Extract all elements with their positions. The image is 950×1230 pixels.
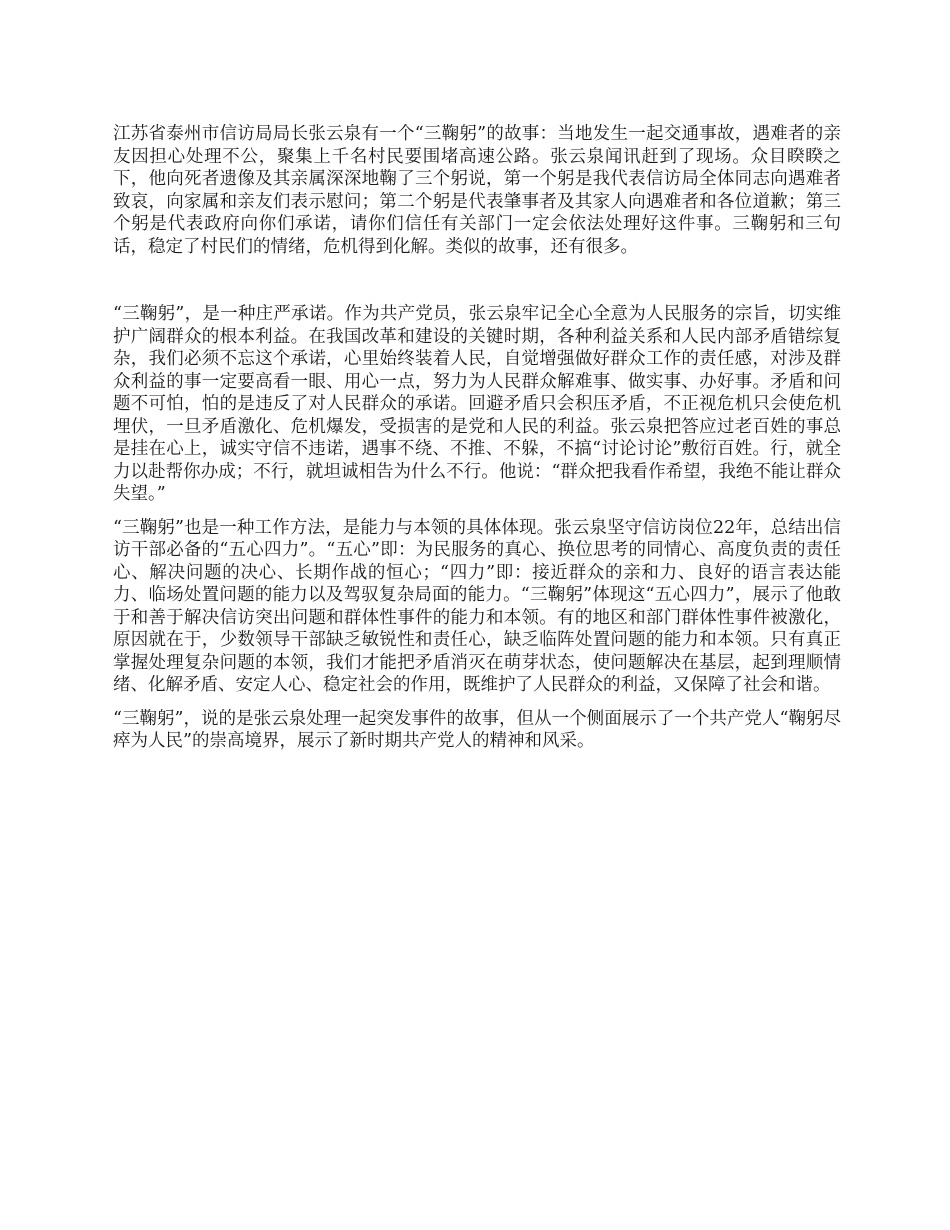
article-body [113, 123, 841, 753]
paragraph-3: “三鞠躬”也是一种工作方法，是能力与本领的具体体现。张云泉坚守信访岗位22年，总结出信访干部必备的“五心四力”。“五心”即：为民服务的真心、换位思考的同情心、高度负责的责任心、解决问题的决心、长期作战的恒心；“四力”即：接近群众的亲和力、良好的语言表达能力、临场处置问题的能力以及驾驭复杂局面的能力。“三鞠躬”体现这“五心四力”，展示了他敢于和善于解决信访突出问题和群体性事件的能力和本领。有的地区和部门群体性事件被激化，原因就在于，少数领导干部缺乏敏锐性和责任心，缺乏临阵处置问题的能力和本领。只有真正掌握处理复杂问题的本领，我们才能把矛盾消灭在萌芽状态，使问题解决在基层，起到理顺情绪、化解矛盾、安定人心、稳定社会的作用，既维护了人民群众的利益，又保障了社会和谐。 [113, 517, 841, 695]
paragraph-4: “三鞠躬”，说的是张云泉处理一起突发事件的故事，但从一个侧面展示了一个共产党人“鞠躬尽瘁为人民”的崇高境界，展示了新时期共产党人的精神和风采。 [113, 708, 841, 751]
paragraph-1: 江苏省泰州市信访局局长张云泉有一个“三鞠躬”的故事：当地发生一起交通事故，遇难者的亲友因担心处理不公，聚集上千名村民要围堵高速公路。张云泉闻讯赶到了现场。众目睽睽之下，他向死者遗像及其亲属深深地鞠了三个躬说，第一个躬是我代表信访局全体同志向遇难者致哀，向家属和亲友们表示慰问；第二个躬是代表肇事者及其家人向遇难者和各位道歉；第三个躬是代表政府向你们承诺，请你们信任有关部门一定会依法处理好这件事。三鞠躬和三句话，稳定了村民们的情绪，危机得到化解。类似的故事，还有很多。 [113, 124, 841, 257]
paragraph-2: “三鞠躬”，是一种庄严承诺。作为共产党员，张云泉牢记全心全意为人民服务的宗旨，切实维护广阔群众的根本利益。在我国改革和建设的关键时期，各种利益关系和人民内部矛盾错综复杂，我们必须不忘这个承诺，心里始终装着人民，自觉增强做好群众工作的责任感，对涉及群众利益的事一定要高看一眼、用心一点，努力为人民群众解难事、做实事、办好事。矛盾和问题不可怕，怕的是违反了对人民群众的承诺。回避矛盾只会积压矛盾，不正视危机只会使危机埋伏，一旦矛盾激化、危机爆发，受损害的是党和人民的利益。张云泉把答应过老百姓的事总是挂在心上，诚实守信不违诺，遇事不绕、不推、不躲，不搞“讨论讨论”敷衍百姓。行，就全力以赴帮你办成；不行，就坦诚相告为什么不行。他说：“群众把我看作希望，我绝不能让群众失望。” [113, 304, 841, 504]
